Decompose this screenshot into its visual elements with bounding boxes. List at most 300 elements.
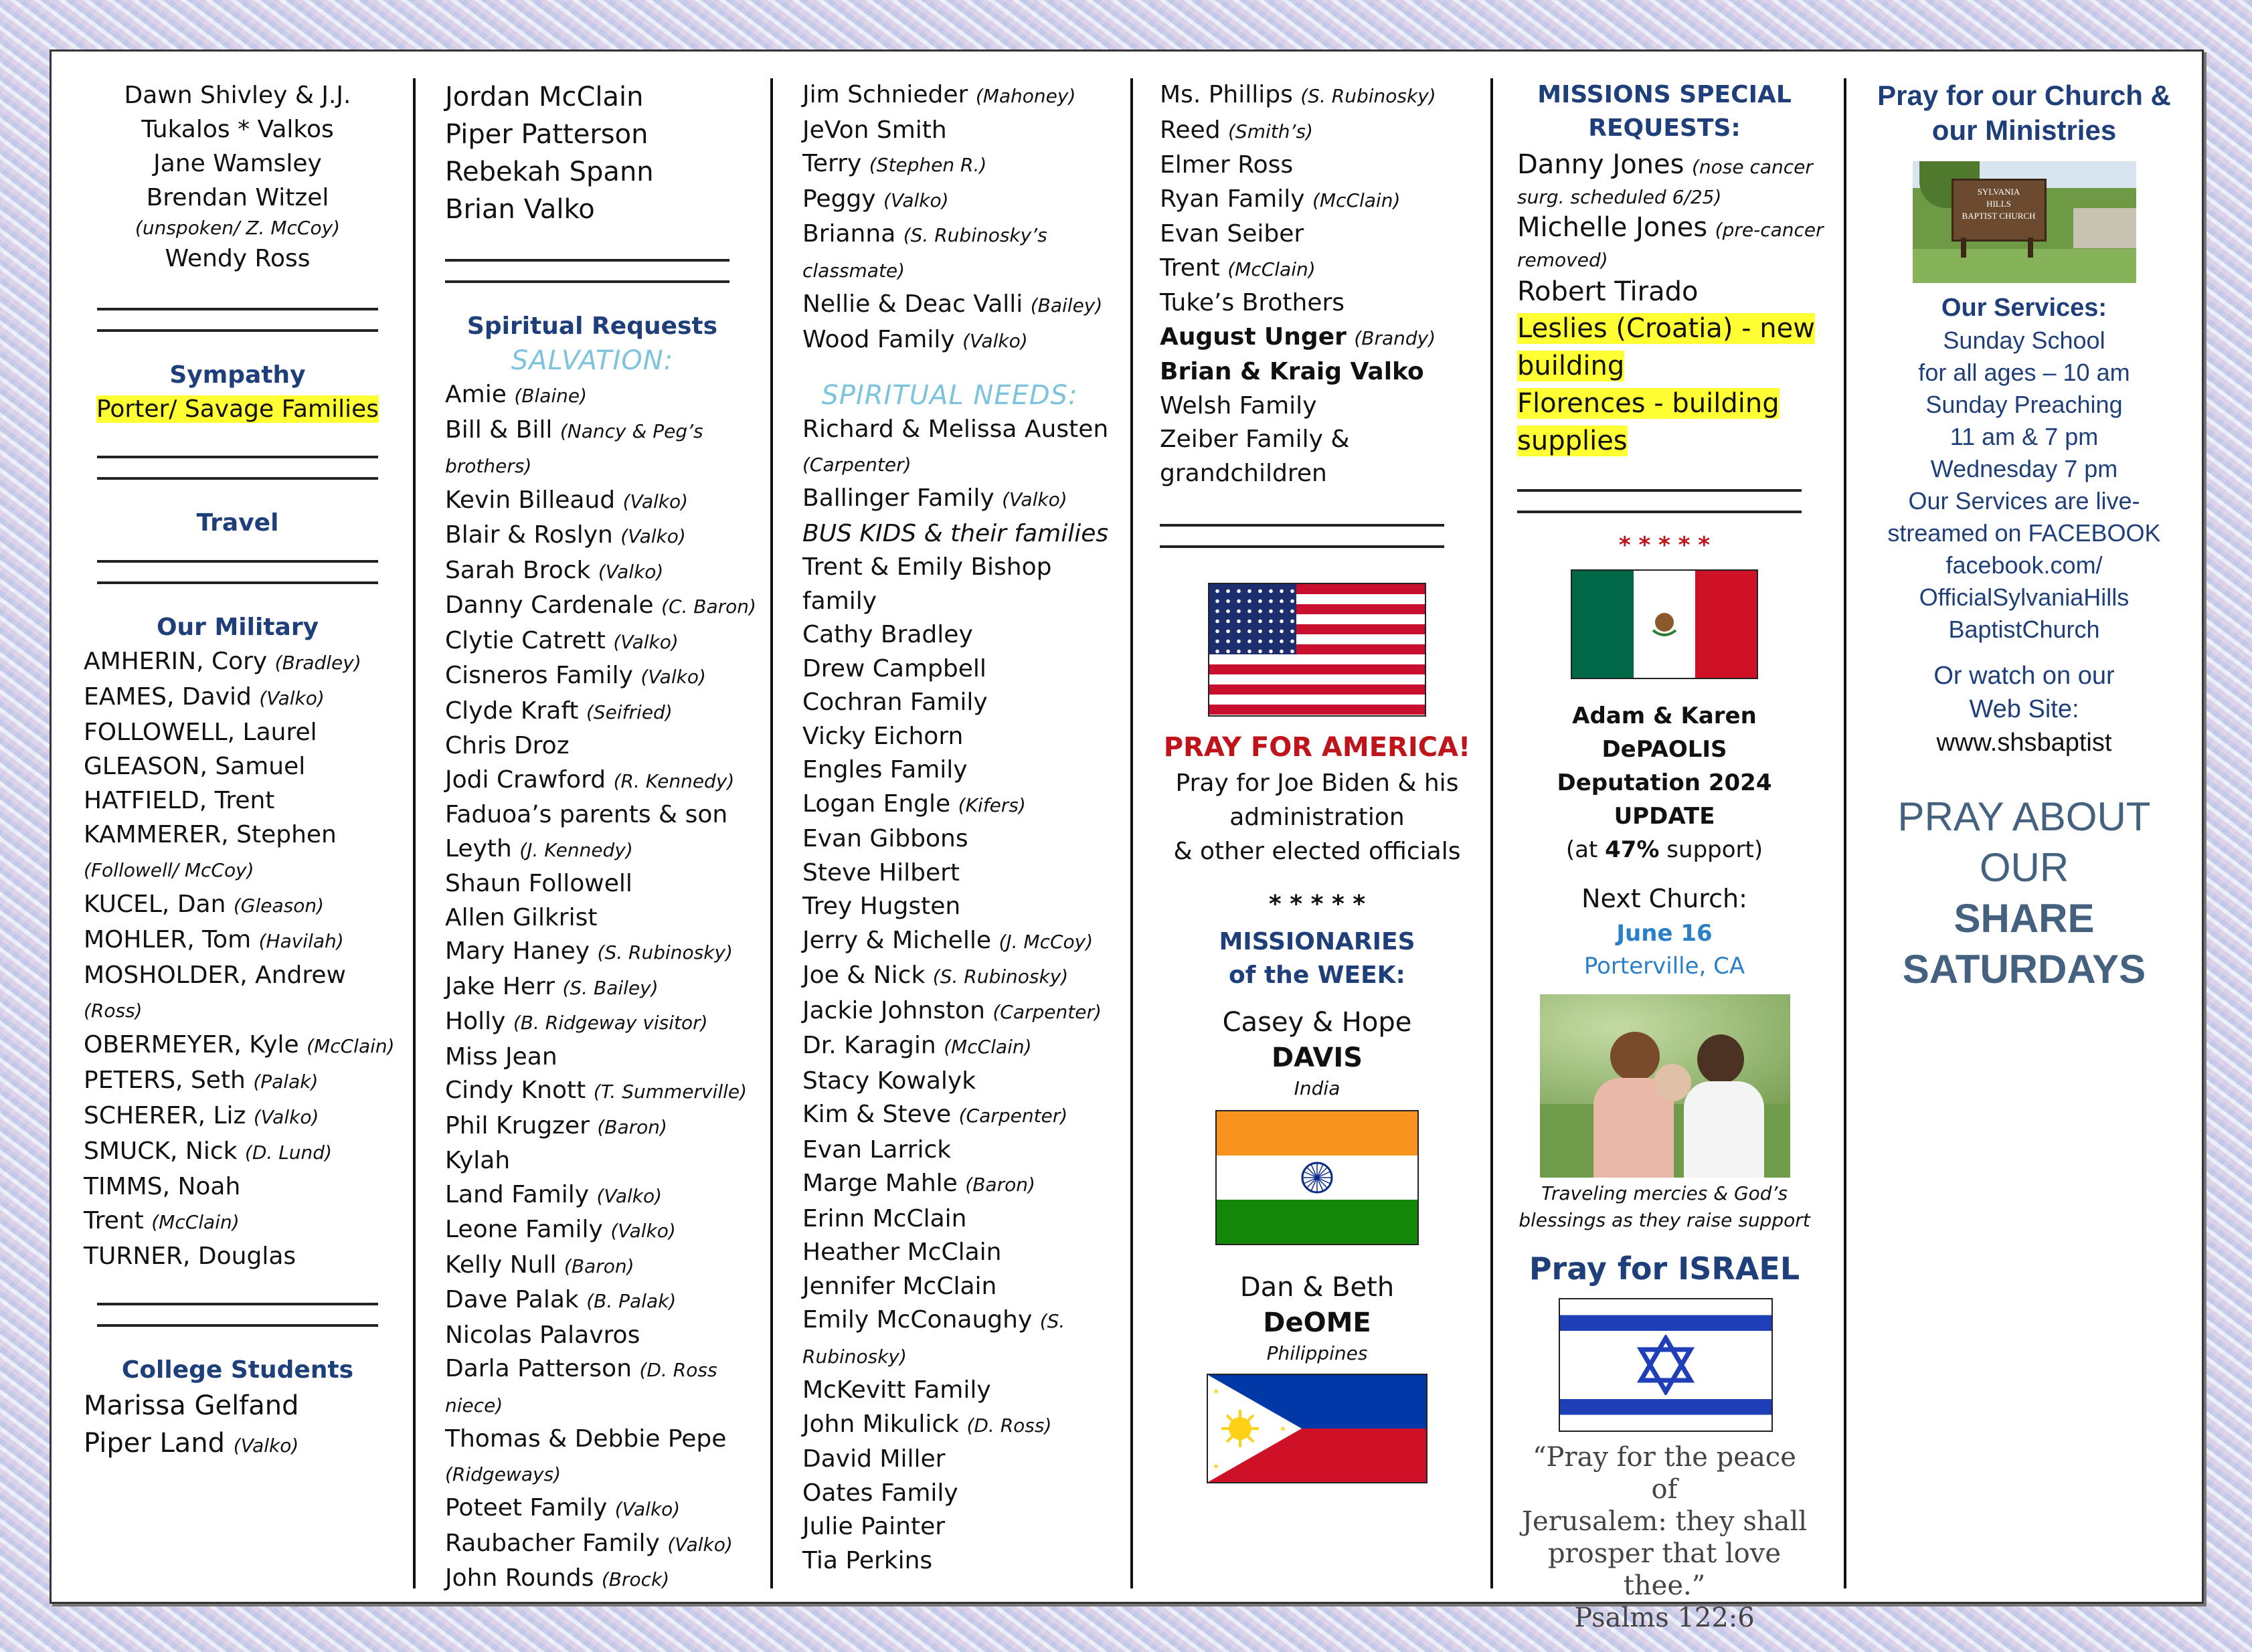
services-list bbox=[1869, 325, 2180, 646]
missionaries-heading-line: MISSIONARIES bbox=[1219, 928, 1415, 955]
florences-line bbox=[1517, 385, 1838, 422]
blank-line bbox=[97, 581, 378, 584]
share-saturdays bbox=[1869, 893, 2180, 995]
top-entry bbox=[802, 147, 1124, 183]
prayer-entry bbox=[1160, 355, 1474, 389]
top-entry-note: (Valko) bbox=[962, 329, 1028, 352]
spiritual-need-entry-note: (S. Rubinosky) bbox=[932, 966, 1069, 988]
military-entry bbox=[84, 958, 392, 992]
salvation-entry bbox=[445, 519, 760, 554]
stars-divider: * * * * * bbox=[1268, 891, 1366, 918]
spiritual-need-entry-name: Erinn McClain bbox=[802, 1204, 967, 1232]
prayer-entry-name: Ryan Family bbox=[1160, 185, 1305, 213]
spiritual-need-entry bbox=[802, 1133, 1124, 1168]
church-heading bbox=[1869, 78, 2180, 148]
verse-line: prosper that love thee.” bbox=[1547, 1538, 1782, 1601]
salvation-entry bbox=[445, 935, 760, 970]
salvation-entry bbox=[445, 970, 760, 1006]
prayer-entry-note: (McClain) bbox=[1227, 258, 1316, 280]
service-line: Sunday Preaching bbox=[1925, 391, 2123, 418]
military-entry bbox=[84, 992, 392, 1028]
military-entry bbox=[84, 1028, 395, 1063]
prayer-entry bbox=[1160, 114, 1474, 149]
military-entry bbox=[84, 749, 392, 784]
spiritual-need-entry bbox=[802, 618, 1124, 652]
prayer-entry-name: grandchildren bbox=[1160, 459, 1327, 487]
missions-heading-line: MISSIONS SPECIAL bbox=[1537, 81, 1792, 108]
spiritual-need-entry bbox=[802, 1408, 1124, 1443]
salvation-entry-name: Sarah Brock bbox=[445, 556, 591, 584]
sign-line: HILLS bbox=[1986, 199, 2011, 209]
watch-text bbox=[1869, 659, 2180, 726]
blank-line bbox=[1517, 489, 1802, 492]
column-church bbox=[1869, 78, 2180, 1575]
college-entry bbox=[84, 1387, 392, 1425]
spiritual-need-entry-note: (Baron) bbox=[965, 1174, 1035, 1196]
blank-line bbox=[97, 560, 378, 563]
spiritual-need-entry-name: Engles Family bbox=[802, 756, 968, 784]
pray-for-america: PRAY FOR AMERICA! bbox=[1163, 732, 1471, 763]
services-heading: Our Services: bbox=[1941, 294, 2107, 322]
deputation-update: Deputation 2024 UPDATE bbox=[1557, 769, 1772, 830]
blank-line bbox=[97, 329, 378, 332]
america-line: & other elected officials bbox=[1173, 838, 1461, 865]
salvation-entry-note: (Brock) bbox=[601, 1568, 670, 1590]
danny-note: (nose cancer bbox=[1691, 156, 1813, 178]
spiritual-needs-heading: SPIRITUAL NEEDS: bbox=[821, 380, 1078, 411]
salvation-entry-name: Clytie Catrett bbox=[445, 626, 606, 654]
missionary-1-country: India bbox=[1294, 1077, 1340, 1099]
spiritual-need-entry-name: David Miller bbox=[802, 1445, 946, 1473]
salvation-entry-note: (Valko) bbox=[640, 666, 706, 688]
spiritual-need-entry bbox=[802, 686, 1124, 720]
spiritual-need-entry bbox=[802, 652, 1124, 686]
prayer-entry-note: (Smith’s) bbox=[1228, 120, 1313, 143]
prayer-entry-name: Tuke’s Brothers bbox=[1160, 289, 1345, 316]
spiritual-need-entry-note: (S. bbox=[1039, 1310, 1065, 1332]
salvation-entry-name: Land Family bbox=[445, 1180, 590, 1208]
college-entry bbox=[84, 1425, 392, 1465]
salvation-entry-name: Allen Gilkrist bbox=[445, 903, 598, 931]
prayer-entry-name: Ms. Phillips bbox=[1160, 81, 1293, 108]
prayer-entry bbox=[1160, 423, 1474, 457]
salvation-entry-name: Faduoa’s parents & son bbox=[445, 801, 728, 828]
support-percent: 47% bbox=[1605, 836, 1660, 863]
military-entry bbox=[84, 784, 392, 818]
salvation-entry-name: Leone Family bbox=[445, 1216, 603, 1243]
caption-line: blessings as they raise support bbox=[1519, 1209, 1810, 1231]
military-entry-name: SMUCK, Nick bbox=[84, 1137, 238, 1165]
florences-text: supplies bbox=[1517, 426, 1628, 456]
column-divider bbox=[1130, 78, 1133, 1588]
military-entry-name: HATFIELD, Trent bbox=[84, 787, 275, 814]
prayer-entry-name: Trent bbox=[1160, 254, 1220, 282]
military-entry bbox=[84, 1099, 392, 1134]
blank-line bbox=[445, 280, 729, 283]
blank-line bbox=[1160, 545, 1444, 548]
spiritual-need-entry-name: Heather McClain bbox=[802, 1238, 1002, 1266]
salvation-entry-name: Cindy Knott bbox=[445, 1077, 586, 1104]
spiritual-need-entry-name: Drew Campbell bbox=[802, 654, 986, 682]
top-name: Piper Patterson bbox=[445, 119, 648, 150]
salvation-entry-note: brothers) bbox=[445, 455, 532, 477]
prayer-entry-name: Elmer Ross bbox=[1160, 151, 1294, 179]
missionaries-heading-line: of the WEEK: bbox=[1229, 961, 1405, 989]
prayer-entry-name: Reed bbox=[1160, 116, 1221, 144]
military-entry-name: FOLLOWELL, Laurel bbox=[84, 719, 317, 746]
service-line: for all ages – 10 am bbox=[1918, 359, 2130, 386]
sign-line: BAPTIST CHURCH bbox=[1962, 211, 2036, 221]
top-entry bbox=[802, 78, 1124, 114]
salvation-entry-note: (Valko) bbox=[596, 1184, 663, 1207]
america-line: Pray for Joe Biden & his bbox=[1175, 769, 1459, 797]
salvation-entry-note: (Valko) bbox=[667, 1533, 733, 1556]
spiritual-need-entry bbox=[802, 890, 1124, 924]
photo-person-1-head bbox=[1610, 1032, 1660, 1081]
photo-caption bbox=[1517, 1180, 1812, 1234]
military-entry bbox=[84, 1063, 392, 1099]
spiritual-need-entry-name: Kim & Steve bbox=[802, 1101, 952, 1128]
top-name: Jane Wamsley bbox=[153, 150, 322, 177]
top-name: Brendan Witzel bbox=[146, 184, 329, 211]
missionary-1-lastname: DAVIS bbox=[1271, 1042, 1363, 1073]
top-entry-name: Nellie & Deac Valli bbox=[802, 290, 1023, 318]
military-entry bbox=[84, 1134, 392, 1170]
blank-line bbox=[445, 259, 729, 262]
salvation-entry-note: (Valko) bbox=[610, 1220, 676, 1242]
salvation-heading: SALVATION: bbox=[511, 345, 674, 376]
caption-line: Traveling mercies & God’s bbox=[1541, 1182, 1788, 1204]
spiritual-need-entry bbox=[802, 1065, 1124, 1099]
salvation-entry bbox=[445, 1457, 760, 1492]
church-sign-text bbox=[1954, 181, 2045, 222]
college-heading: College Students bbox=[121, 1356, 354, 1384]
blank-line bbox=[97, 1324, 378, 1327]
star-of-david-icon bbox=[1636, 1335, 1696, 1395]
military-entry bbox=[84, 818, 392, 852]
military-entry-note: (Gleason) bbox=[233, 895, 325, 917]
missionary-2-names: Dan & Beth bbox=[1239, 1272, 1395, 1303]
salvation-entry-note: (Valko) bbox=[598, 560, 664, 583]
spiritual-need-entry-note: (Valko) bbox=[1002, 488, 1067, 511]
salvation-list bbox=[445, 378, 760, 1597]
top-entry-name: Terry bbox=[802, 150, 862, 177]
spiritual-need-entry bbox=[802, 447, 1124, 482]
usa-flag bbox=[1208, 583, 1426, 717]
salvation-entry-note: (D. Ross bbox=[639, 1359, 717, 1381]
military-entry bbox=[84, 715, 392, 749]
salvation-entry-note: (Ridgeways) bbox=[445, 1463, 561, 1485]
prayer-entry-name: August Unger bbox=[1160, 323, 1347, 351]
blank-line bbox=[97, 456, 378, 458]
salvation-entry bbox=[445, 589, 760, 624]
military-entry bbox=[84, 1239, 392, 1273]
spiritual-need-entry-name: Evan Larrick bbox=[802, 1135, 952, 1164]
military-entry-note: (Havilah) bbox=[258, 930, 344, 952]
spiritual-need-entry-name: Ballinger Family bbox=[802, 484, 994, 512]
military-entry-note: (McClain) bbox=[151, 1211, 240, 1233]
military-entry-name: KAMMERER, Stephen bbox=[84, 821, 337, 848]
military-entry-name: KUCEL, Dan bbox=[84, 891, 226, 918]
spiritual-need-entry-name: McKevitt Family bbox=[802, 1376, 991, 1404]
spiritual-need-entry-note: (Carpenter) bbox=[992, 1000, 1102, 1023]
column-prayer-list-4 bbox=[1160, 78, 1474, 1575]
website: www.shsbaptist bbox=[1936, 729, 2112, 757]
spiritual-need-entry-note: (D. Ross) bbox=[966, 1414, 1052, 1437]
top-name: Brian Valko bbox=[445, 194, 595, 225]
verse-line: Jerusalem: they shall bbox=[1521, 1506, 1808, 1537]
salvation-entry bbox=[445, 695, 760, 730]
service-line: facebook.com/ bbox=[1945, 551, 2103, 579]
spiritual-need-entry-name: Richard & Melissa Austen bbox=[802, 416, 1109, 443]
military-entry-name: TIMMS, Noah bbox=[84, 1173, 241, 1200]
military-entry-name: AMHERIN, Cory bbox=[84, 648, 268, 675]
top-name: Jordan McClain bbox=[445, 82, 644, 112]
military-entry-name: EAMES, David bbox=[84, 683, 252, 711]
top-entry-name: Wood Family bbox=[802, 325, 955, 353]
blank-line bbox=[97, 1303, 378, 1305]
spiritual-need-entry bbox=[802, 1544, 1124, 1578]
robert-tirado: Robert Tirado bbox=[1517, 276, 1699, 307]
salvation-entry-note: (B. Palak) bbox=[586, 1290, 677, 1312]
salvation-entry bbox=[445, 1491, 760, 1527]
salvation-entry-name: Blair & Roslyn bbox=[445, 521, 613, 549]
salvation-entry bbox=[445, 763, 760, 799]
spiritual-need-entry-name: Jennifer McClain bbox=[802, 1272, 997, 1300]
salvation-entry bbox=[445, 1352, 760, 1388]
leslies-text: building bbox=[1517, 351, 1625, 381]
salvation-entry bbox=[445, 554, 760, 589]
highlighted-requests bbox=[1517, 310, 1838, 460]
military-entry bbox=[84, 852, 392, 887]
spiritual-need-entry-name: John Mikulick bbox=[802, 1410, 959, 1438]
spiritual-requests-heading: Spiritual Requests bbox=[466, 312, 718, 340]
photo-person-2-shirt bbox=[1684, 1081, 1764, 1178]
mexico-emblem-icon bbox=[1648, 608, 1681, 641]
spiritual-need-entry bbox=[802, 1477, 1124, 1511]
military-entry bbox=[84, 644, 392, 680]
college-list bbox=[84, 1387, 392, 1465]
ashoka-chakra-icon bbox=[1300, 1161, 1334, 1194]
top-name: Rebekah Spann bbox=[445, 157, 654, 187]
salvation-entry bbox=[445, 659, 760, 695]
military-entry-name: PETERS, Seth bbox=[84, 1067, 246, 1094]
salvation-entry bbox=[445, 798, 760, 832]
prayer-entry bbox=[1160, 183, 1474, 218]
missionary-1-names: Casey & Hope bbox=[1222, 1007, 1412, 1038]
top-note: (unspoken/ Z. McCoy) bbox=[135, 217, 341, 239]
blank-line bbox=[1517, 511, 1802, 513]
salvation-entry-name: Shaun Followell bbox=[445, 870, 632, 897]
spiritual-need-entry bbox=[802, 1098, 1124, 1133]
salvation-entry bbox=[445, 1388, 760, 1423]
spiritual-need-entry-name: family bbox=[802, 587, 877, 615]
service-line: Sunday School bbox=[1943, 327, 2105, 354]
top-entry-name: Jim Schnieder bbox=[802, 81, 968, 108]
prayer-entry bbox=[1160, 78, 1474, 114]
spiritual-need-entry bbox=[802, 1167, 1124, 1202]
top-names bbox=[445, 78, 760, 228]
salvation-entry-note: (Valko) bbox=[613, 630, 679, 653]
top-entry bbox=[802, 288, 1124, 323]
spiritual-need-entry-name: Trent & Emily Bishop bbox=[802, 553, 1052, 581]
military-entry-name: GLEASON, Samuel bbox=[84, 753, 306, 780]
pray-about-line: OUR bbox=[1979, 845, 2069, 890]
usa-flag-canton bbox=[1209, 584, 1296, 654]
spiritual-need-entry bbox=[802, 1202, 1124, 1236]
military-entry-name: TURNER, Douglas bbox=[84, 1243, 296, 1270]
salvation-entry-name: Jodi Crawford bbox=[445, 765, 606, 794]
spiritual-need-entry bbox=[802, 585, 1124, 619]
israel-flag bbox=[1559, 1298, 1773, 1432]
spiritual-need-entry-name: Oates Family bbox=[802, 1479, 958, 1507]
service-line: BaptistChurch bbox=[1948, 616, 2100, 643]
top-entry-note: (Valko) bbox=[883, 189, 949, 211]
spiritual-need-entry bbox=[802, 924, 1124, 959]
photo-building bbox=[2073, 208, 2136, 248]
military-entry-name: MOHLER, Tom bbox=[84, 926, 252, 953]
spiritual-need-entry bbox=[802, 1339, 1124, 1374]
military-entry bbox=[84, 680, 392, 715]
spiritual-need-entry-name: Marge Mahle bbox=[802, 1170, 958, 1197]
adam-karen-depaolis: Adam & Karen DePAOLIS bbox=[1572, 703, 1757, 763]
spiritual-need-entry-name: Stacy Kowalyk bbox=[802, 1067, 976, 1095]
leslies-line bbox=[1517, 347, 1838, 385]
prayer-entry bbox=[1160, 389, 1474, 424]
top-entry-note: (S. Rubinosky’s bbox=[903, 224, 1047, 246]
spiritual-need-entry bbox=[802, 788, 1124, 823]
salvation-entry-name: Raubacher Family bbox=[445, 1529, 660, 1557]
prayer-entry bbox=[1160, 320, 1474, 356]
salvation-entry-name: Bill & Bill bbox=[445, 416, 553, 444]
military-list bbox=[84, 644, 395, 1273]
salvation-entry bbox=[445, 867, 760, 901]
spiritual-need-entry-note: (McClain) bbox=[944, 1036, 1032, 1058]
top-name: Tukalos * Valkos bbox=[141, 116, 334, 143]
service-line: Our Services are live- bbox=[1908, 487, 2140, 515]
college-entry-name: Piper Land bbox=[84, 1428, 226, 1459]
missions-heading-line: REQUESTS: bbox=[1588, 114, 1741, 142]
top-entry bbox=[802, 323, 1124, 359]
sympathy-name: Porter/ Savage Families bbox=[96, 395, 379, 423]
next-church-label: Next Church: bbox=[1581, 884, 1747, 913]
prayer-entry-note: (Brandy) bbox=[1354, 327, 1436, 349]
prayer-entry-name: Evan Seiber bbox=[1160, 220, 1304, 248]
salvation-entry bbox=[445, 1074, 760, 1109]
church-sign bbox=[1952, 179, 2047, 242]
spiritual-need-entry-name: Jackie Johnston bbox=[802, 996, 985, 1024]
spiritual-need-entry-name: Trey Hugsten bbox=[802, 893, 961, 920]
salvation-entry bbox=[445, 1109, 760, 1145]
salvation-entry-note: (Nancy & Peg’s bbox=[559, 420, 703, 442]
church-heading-line: Pray for our Church & bbox=[1877, 80, 2171, 111]
salvation-entry bbox=[445, 1249, 760, 1284]
india-flag bbox=[1215, 1110, 1419, 1245]
military-entry-note: (Valko) bbox=[253, 1106, 319, 1128]
top-name: Dawn Shivley & J.J. bbox=[124, 82, 351, 109]
salvation-entry-name: Kevin Billeaud bbox=[445, 486, 616, 514]
spiritual-need-entry-name: Dr. Karagin bbox=[802, 1032, 936, 1059]
spiritual-need-entry-note: Rubinosky) bbox=[802, 1345, 907, 1368]
salvation-entry-name: Jake Herr bbox=[445, 972, 555, 1000]
spiritual-need-entry bbox=[802, 1510, 1124, 1544]
salvation-entry bbox=[445, 1213, 760, 1249]
michelle-note: (pre-cancer bbox=[1715, 219, 1824, 241]
salvation-entry-note: (R. Kennedy) bbox=[613, 769, 735, 792]
spiritual-need-entry-name: Steve Hilbert bbox=[802, 858, 960, 887]
sign-post bbox=[2028, 238, 2033, 258]
michelle-note-2: removed) bbox=[1517, 249, 1608, 271]
column-divider bbox=[1844, 78, 1846, 1588]
salvation-entry-note: (J. Kennedy) bbox=[519, 838, 633, 861]
prayer-entry bbox=[1160, 286, 1474, 320]
military-entry bbox=[84, 1204, 392, 1239]
stars-divider: * * * * * bbox=[1618, 532, 1711, 559]
military-entry-note: (McClain) bbox=[307, 1035, 395, 1057]
column-prayer-list-2 bbox=[445, 78, 760, 1592]
salvation-entry-name: Chris Droz bbox=[445, 732, 570, 759]
spiritual-need-entry-name: Tia Perkins bbox=[802, 1546, 933, 1574]
military-entry-name: SCHERER, Liz bbox=[84, 1102, 246, 1129]
spiritual-needs-list bbox=[802, 413, 1124, 1578]
salvation-entry bbox=[445, 414, 760, 449]
salvation-entry-name: Miss Jean bbox=[445, 1042, 557, 1071]
top-entry-note: (Mahoney) bbox=[975, 85, 1076, 107]
salvation-entry bbox=[445, 1178, 760, 1214]
blank-line bbox=[97, 477, 378, 480]
spiritual-need-entry bbox=[802, 517, 1124, 551]
salvation-entry-note: (Valko) bbox=[620, 525, 686, 547]
salvation-entry-note: (S. Bailey) bbox=[562, 976, 659, 999]
top-entry-note: (Bailey) bbox=[1030, 294, 1103, 316]
missionaries-heading bbox=[1160, 925, 1474, 992]
spiritual-need-entry-name: Evan Gibbons bbox=[802, 825, 968, 852]
top-entry-note: classmate) bbox=[802, 259, 905, 282]
column-prayer-list-3 bbox=[802, 78, 1124, 1575]
top-entry bbox=[802, 183, 1124, 218]
missionary-2-lastname: DeOME bbox=[1263, 1307, 1371, 1338]
military-entry-name: MOSHOLDER, Andrew bbox=[84, 961, 346, 989]
share-line: SHARE bbox=[1954, 896, 2095, 941]
salvation-entry bbox=[445, 378, 760, 414]
spiritual-need-entry bbox=[802, 856, 1124, 891]
salvation-entry bbox=[445, 1005, 760, 1040]
prayer-entry-name: Welsh Family bbox=[1160, 391, 1317, 420]
florences-line bbox=[1517, 422, 1838, 460]
salvation-entry bbox=[445, 1040, 760, 1075]
spiritual-need-entry bbox=[802, 959, 1124, 994]
salvation-entry-note: (Valko) bbox=[622, 490, 689, 513]
mexico-flag bbox=[1571, 569, 1758, 679]
salvation-entry-note: niece) bbox=[445, 1394, 503, 1416]
next-church-date: June 16 bbox=[1616, 920, 1713, 947]
salvation-entry-note: (Baron) bbox=[597, 1115, 667, 1138]
top-names bbox=[84, 78, 392, 215]
military-entry-note: (Ross) bbox=[84, 1000, 143, 1022]
missionary-2-country: Philippines bbox=[1266, 1342, 1368, 1364]
watch-line: Or watch on our bbox=[1933, 662, 2115, 690]
church-sign-photo bbox=[1913, 161, 2136, 283]
share-line: SATURDAYS bbox=[1902, 947, 2146, 992]
prayer-entry-note: (S. Rubinosky) bbox=[1300, 85, 1436, 107]
spiritual-need-entry bbox=[802, 1374, 1124, 1408]
salvation-entry bbox=[445, 1527, 760, 1562]
military-entry-name: OBERMEYER, Kyle bbox=[84, 1031, 299, 1059]
top-entry bbox=[802, 253, 1124, 288]
salvation-entry-name: Phil Krugzer bbox=[445, 1111, 590, 1139]
column-prayer-list-1 bbox=[84, 78, 395, 1575]
prayer-entry-note: (McClain) bbox=[1312, 189, 1401, 211]
